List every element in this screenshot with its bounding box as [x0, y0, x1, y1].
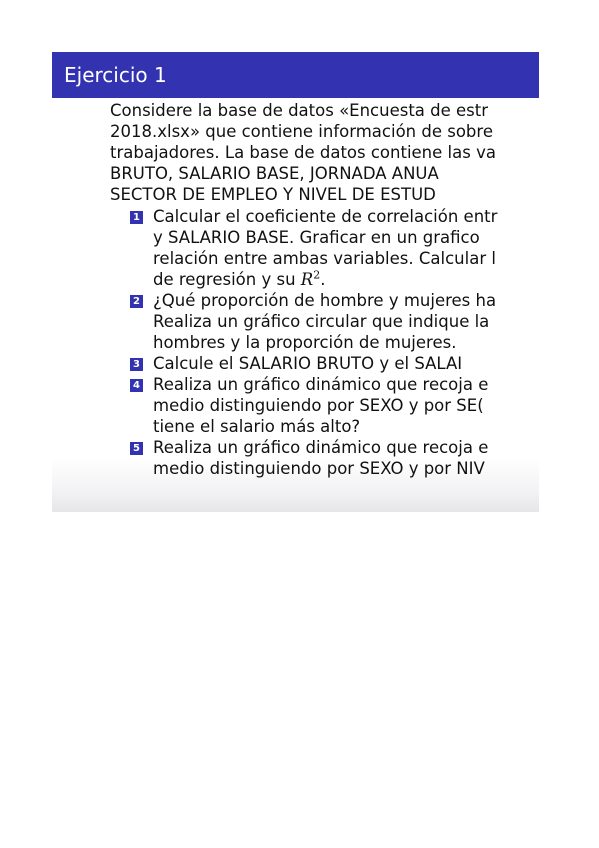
list-item [110, 374, 539, 437]
item-line: y SALARIO BASE. Graficar en un grafico [153, 228, 480, 247]
item-number-badge: 3 [130, 358, 143, 371]
list-item [110, 290, 539, 353]
intro-line: BRUTO, SALARIO BASE, JORNADA ANUA [110, 164, 439, 183]
slide-content [52, 98, 539, 479]
item-number-badge: 1 [130, 211, 143, 224]
item-number-badge: 2 [130, 295, 143, 308]
intro-line: 2018.xlsx» que contiene información de sobre [110, 122, 493, 141]
item-number-badge: 4 [130, 379, 143, 392]
item-number-badge: 5 [130, 442, 143, 455]
item-line: ¿Qué proporción de hombre y mujeres ha [153, 291, 497, 310]
item-line: Realiza un gráfico circular que indique la [153, 312, 490, 331]
list-item [110, 353, 539, 374]
intro-paragraph [110, 100, 539, 205]
slide-title: Ejercicio 1 [52, 52, 539, 98]
item-line-text: de regresión y su [153, 270, 301, 289]
item-line: tiene el salario más alto? [153, 417, 361, 436]
item-line: Calcule el SALARIO BRUTO y el SALAI [153, 354, 463, 373]
item-line: Realiza un gráfico dinámico que recoja e [153, 375, 489, 394]
intro-line: Considere la base de datos «Encuesta de estr [110, 101, 489, 120]
item-line: medio distinguiendo por SEXO y por NIV [153, 459, 485, 478]
item-line-end: . [320, 270, 326, 289]
item-line-with-formula [153, 269, 539, 290]
r-squared-symbol: $R^2$ [300, 268, 321, 289]
item-line: Realiza un gráfico dinámico que recoja e [153, 438, 489, 457]
item-line: medio distinguiendo por SEXO y por SE( [153, 396, 484, 415]
list-item [110, 206, 539, 290]
exponent: 2 [313, 268, 321, 282]
item-line: relación entre ambas variables. Calcular l [153, 249, 496, 268]
list-item [110, 437, 539, 479]
intro-line: SECTOR DE EMPLEO Y NIVEL DE ESTUD [110, 185, 436, 204]
exercise-list [110, 206, 539, 479]
intro-line: trabajadores. La base de datos contiene las va [110, 143, 496, 162]
slide [52, 52, 539, 512]
item-line: hombres y la proporción de mujeres. [153, 333, 457, 352]
item-line: Calcular el coeficiente de correlación entr [153, 207, 498, 226]
